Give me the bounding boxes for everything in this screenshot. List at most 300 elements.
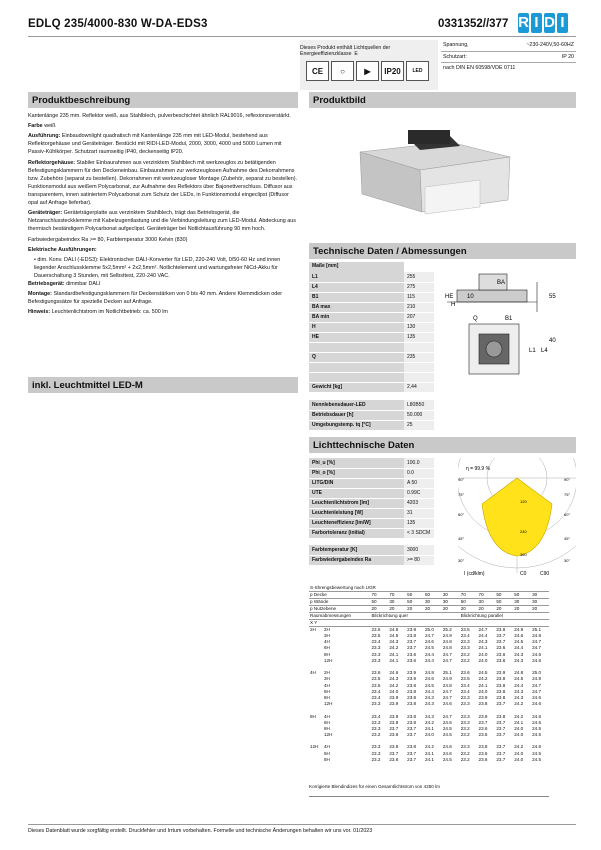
ugr-cell: 23.2: [460, 756, 470, 762]
table-row: [309, 420, 434, 430]
dims-header: Maße [mm]: [309, 262, 404, 272]
row-key: HE: [309, 332, 404, 342]
ugr-cell: 70: [478, 592, 496, 599]
dimension-drawing: [437, 262, 572, 402]
ugr-cell: 23.8: [496, 676, 506, 682]
ugr-cell: 24.8: [442, 682, 452, 688]
row-value: 0.0: [404, 468, 434, 478]
ugr-cell: 24.1: [425, 756, 434, 762]
table-row: [309, 528, 434, 538]
table-row: [309, 400, 434, 410]
ugr-cell: 23.7: [496, 744, 506, 750]
ugr-cell: 23.3: [371, 701, 381, 707]
ugr-cell: 23.8: [407, 682, 417, 688]
ugr-cell: 23.6: [478, 750, 488, 756]
ugr-cell: 24.6: [532, 744, 542, 750]
table-row: [309, 332, 434, 342]
polar-eta: η = 99.9 %: [466, 466, 491, 472]
ugr-cell: 23.7: [407, 732, 417, 738]
photometric-table: [309, 458, 434, 539]
ugr-cell: 23.7: [389, 750, 399, 756]
ugr-cell: 23.7: [478, 719, 488, 725]
polar-diagram: [458, 458, 576, 580]
ugr-cell: 23.8: [496, 627, 506, 632]
ugr-row: [309, 606, 549, 613]
ugr-cell: 23.4: [371, 694, 381, 700]
ugr-cell: 24.6: [532, 713, 542, 719]
ugr-cell: 23.8: [407, 719, 417, 725]
row-value: 100.0: [404, 458, 434, 468]
row-key: Farbtemperatur [K]: [309, 545, 404, 555]
ugr-cell: 23.6: [389, 732, 399, 738]
ugr-cell: X Y: [309, 620, 549, 627]
ugr-cell: 25.1: [532, 627, 542, 632]
ugr-cell: 23.4: [460, 682, 470, 688]
row-value: 275: [404, 282, 434, 292]
ugr-cell: 70: [370, 592, 388, 599]
table-row: [309, 372, 434, 382]
ugr-row: [309, 613, 549, 620]
table-row: [309, 478, 434, 488]
ugr-cell: 23.9: [478, 694, 488, 700]
row-key: [309, 372, 404, 382]
ugr-cell: 30: [388, 599, 406, 606]
ugr-cell: 23.4: [371, 639, 381, 645]
ugr-cell: 24.3: [514, 651, 524, 657]
ugr-cell: 24.2: [389, 645, 399, 651]
ugr-cell: 23.3: [460, 719, 470, 725]
ugr-cell: 24.0: [389, 688, 399, 694]
ugr-cell: 23.8: [496, 713, 506, 719]
table-row: [309, 498, 434, 508]
ugr-cell: 30: [513, 599, 531, 606]
ugr-cell: 24.9: [442, 676, 452, 682]
ugr-cell: 12H: [324, 701, 333, 707]
ugr-cell: 23.5: [371, 633, 381, 639]
ugr-cell: 23.5: [371, 676, 381, 682]
row-key: Phi_o [%]: [309, 468, 404, 478]
ugr-cell: 24.1: [514, 719, 524, 725]
ugr-cell: 24.3: [389, 676, 399, 682]
ugr-cell: 24.0: [425, 732, 434, 738]
ugr-cell: 20: [424, 606, 442, 613]
ugr-cell: 24.2: [425, 719, 434, 725]
ugr-cell: 24.3: [514, 688, 524, 694]
table-row: [309, 312, 434, 322]
ugr-cell: 24.6: [425, 676, 434, 682]
ugr-cell: 23.3: [371, 645, 381, 651]
ugr-cell: 24.5: [425, 682, 434, 688]
row-value: 25: [404, 420, 434, 430]
header-divider: [28, 36, 576, 37]
ugr-row: [309, 763, 549, 769]
ugr-cell: 23.8: [407, 633, 417, 639]
ugr-cell: 24.6: [442, 719, 452, 725]
ugr-cell: 23.2: [460, 732, 470, 738]
ugr-cell: 24.6: [425, 639, 434, 645]
row-value: L80B50: [404, 400, 434, 410]
ugr-cell: 23.3: [371, 651, 381, 657]
row-value: 130: [404, 322, 434, 332]
certification-icons: [306, 61, 429, 81]
ugr-cell: 70: [388, 592, 406, 599]
ugr-cell: 24.3: [478, 639, 488, 645]
ugr-cell: 24.0: [478, 688, 488, 694]
row-key: Nennlebensdauer-LED: [309, 400, 404, 410]
ugr-cell: 30: [478, 599, 496, 606]
ugr-cell: 24.7: [532, 682, 542, 688]
dim-10: 10: [467, 294, 474, 300]
ugr-cell: 4H: [324, 713, 330, 719]
ugr-cell: 23.8: [496, 694, 506, 700]
dim-h: H: [451, 302, 456, 308]
polar-angle-r1: 75°: [564, 492, 571, 497]
row-value: >= 80: [404, 555, 434, 565]
ugr-cell: 4H: [324, 682, 330, 688]
polar-tick-240: 240: [520, 529, 527, 534]
ugr-cell: 24.0: [514, 750, 524, 756]
ugr-cell: 24.7: [442, 688, 452, 694]
row-value: 4203: [404, 498, 434, 508]
row-key: BA min: [309, 312, 404, 322]
ugr-cell: 25.2: [442, 627, 452, 632]
ugr-cell: 24.2: [389, 682, 399, 688]
ugr-cell: 8H: [324, 725, 330, 731]
table-row: [309, 555, 434, 565]
ugr-cell: 50: [495, 592, 513, 599]
ugr-cell: 23.3: [460, 639, 470, 645]
ugr-cell: 3H: [324, 676, 330, 682]
row-key: BA max: [309, 302, 404, 312]
ugr-cell: 23.7: [496, 732, 506, 738]
ugr-cell: 24.2: [425, 744, 434, 750]
ugr-cell: S-Shrengsbewertung nach UGR: [309, 585, 549, 592]
ugr-cell: 23.3: [371, 719, 381, 725]
ugr-cell: p Wände: [309, 599, 370, 606]
ugr-cell: 24.6: [442, 750, 452, 756]
ugr-cell: 23.2: [460, 657, 470, 663]
row-key: Farbortoleranz (initial): [309, 528, 404, 538]
ugr-cell: 23.7: [496, 750, 506, 756]
table-row: [309, 545, 434, 555]
ridi-logo: R I D I: [518, 13, 574, 35]
ugr-cell: 2H: [324, 627, 330, 632]
ugr-cell: 23.8: [407, 744, 417, 750]
product-description: Kantenlänge 235 mm. Reflektor weiß, aus Stahlblech, pulverbeschichtet ähnlich RAL9016, reflexionsverstärkt. Farbe weiß Ausführung: Einbaudownlight quadratisch mit Kantenlänge 235 mm mit LED-Modul, bestehend aus Reflektorgehäuse und Geräteträger. Bestückt mit RIDI-LED-Modul, 2000, 3000, 4000 und 5000 Lumen mit Passiv-Kühlkörper. Schutzart raumseitig IP40, deckenseitig IP20. Reflektorgehäuse: Stabiler Einbaurahmen aus verzinktem Stahlblech mit werkzeuglos zu betätigenden Befestigungsklammern für den Deckeneinbau. Einbaurahmen zur werkzeuglosen Aufnahme des Dekorrahmens bzw. Zubehörs (separat zu bestellen). Dekorrahmen mit werkzeugloser Montage (Zubehör, separat zu bestellen). Funktionsmodul aus weißem Polycarbonat, zur Aufnahme des Reflektors über Bajonettverschluss. Diffusor aus transparentem, innen satiniertem Polycarbonat zum Schutz der LEDs, in Funktionsmodul eingeclipst (Diffusor opal auf Anfrage lieferbar). Geräteträger: Geräteträgerplatte aus verzinktem Stahlblech, trägt das Betriebsgerät, die Netzanschlussteckklemme mit Kabelzugentlastung und die Verbindungsleitung zum LED-Modul. Abdeckung aus thermisch beständigem Polycarbonat aufgeclipst. Geräteträger bei Notlichtausführung 90 mm hoch. Farbwiedergabeindex Ra >= 80, Farbtemperatur 3000 Kelvin (830) Elektrische Ausführungen: • dim. Konv. DALI (-EDS3): Elektronischer DALI-Konverter für LED, 220-240 Volt, 0/50-60 Hz und innen liegender Anschlussklemme 5x2,5mm² + 2x2,5mm². Notlichtelement und wartungsfreier NiCd-Akku für Dauerschaltung 3 Stunden, mit Selbsttest, 220-240 VAC. Betriebsgerät: dimmbar DALI Montage: Standardbefestigungsklammern für Deckenstärken von 0 bis 40 mm. Andere Klemmdicken oder Befestigungssätze für spezielle Decken auf Anfrage. Hinweis: Leuchtenlichtstrom im Notlichtbetrieb: ca. 500 lm: [28, 112, 298, 319]
ugr-cell: 24.5: [442, 756, 452, 762]
row-key: Phi_u [%]: [309, 458, 404, 468]
row-key: Leuchtenleistung [W]: [309, 508, 404, 518]
ugr-cell: 24.1: [425, 725, 434, 731]
ugr-cell: 23.4: [371, 713, 381, 719]
ugr-cell: 23.8: [407, 701, 417, 707]
datasheet-title: EDLQ 235/4000-830 W-DA-EDS3: [28, 18, 208, 30]
polar-tick-120: 120: [520, 499, 527, 504]
ugr-cell: 30: [442, 599, 460, 606]
ugr-cell: 30: [442, 592, 460, 599]
dim-l4: L4: [541, 348, 548, 354]
polar-angle-l1: 75°: [458, 492, 465, 497]
table-row: [309, 292, 434, 302]
ugr-cell: 6H: [324, 688, 330, 694]
ugr-cell: 24.8: [442, 639, 452, 645]
ugr-cell: 2H: [310, 627, 316, 632]
ugr-cell: 23.7: [407, 645, 417, 651]
ugr-cell: 23.9: [407, 676, 417, 682]
ugr-cell: 23.2: [371, 756, 381, 762]
ugr-cell: 4H: [324, 744, 330, 750]
table-row: [309, 458, 434, 468]
dim-he: HE: [445, 294, 454, 300]
ugr-cell: 25.0: [532, 670, 542, 676]
row-key: Farbwiedergabeindex Ra: [309, 555, 404, 565]
ugr-cell: 23.7: [407, 750, 417, 756]
ugr-cell: 24.8: [442, 645, 452, 651]
ugr-cell: 23.7: [496, 633, 506, 639]
row-key: L1: [309, 272, 404, 282]
polar-angle-l2: 60°: [458, 512, 465, 517]
ugr-cell: 20: [478, 606, 496, 613]
ugr-cell: 23.6: [407, 651, 417, 657]
ugr-cell: 24.4: [425, 657, 434, 663]
ugr-cell: 23.6: [496, 657, 506, 663]
row-value: [404, 362, 434, 372]
ugr-cell: 23.2: [371, 732, 381, 738]
ugr-cell: 24.4: [478, 633, 488, 639]
ugr-cell: 23.6: [371, 670, 381, 676]
ugr-cell: 24.1: [425, 750, 434, 756]
row-key: Q: [309, 352, 404, 362]
ugr-cell: 24.0: [478, 657, 488, 663]
ugr-cell: 23.8: [407, 713, 417, 719]
dim-q: Q: [473, 316, 478, 322]
ugr-cell: 24.1: [478, 645, 488, 651]
ugr-cell: 24.6: [532, 719, 542, 725]
ugr-cell: 24.2: [514, 744, 524, 750]
ugr-cell: 24.0: [514, 725, 524, 731]
ugr-cell: 24.5: [532, 725, 542, 731]
ugr-cell: 23.7: [496, 725, 506, 731]
table-row: [309, 362, 434, 372]
article-number: 0331352//377: [438, 18, 509, 30]
ugr-table: [309, 585, 549, 769]
ugr-cell: 23.5: [371, 682, 381, 688]
ugr-cell: 30: [531, 592, 549, 599]
ugr-cell: 23.3: [371, 750, 381, 756]
ugr-cell: 24.4: [514, 645, 524, 651]
ugr-cell: 24.3: [389, 639, 399, 645]
ugr-cell: 24.7: [425, 633, 434, 639]
ugr-cell: 23.8: [407, 694, 417, 700]
ugr-cell: 24.5: [532, 732, 542, 738]
table-row: [309, 468, 434, 478]
ugr-cell: 23.7: [407, 639, 417, 645]
ugr-cell: 24.8: [532, 633, 542, 639]
ugr-cell: 8H: [324, 756, 330, 762]
ugr-cell: 23.6: [460, 670, 470, 676]
row-key: LITG/DIN: [309, 478, 404, 488]
ugr-cell: 20: [406, 606, 424, 613]
ugr-cell: 20: [370, 606, 388, 613]
ugr-cell: 2H: [324, 670, 330, 676]
ugr-cell: 3H: [324, 633, 330, 639]
ugr-cell: 12H: [324, 732, 333, 738]
polar-angle-r3: 45°: [564, 536, 571, 541]
table-row: [309, 342, 434, 352]
ugr-cell: 23.8: [389, 744, 399, 750]
polar-c90: C90: [540, 571, 550, 577]
ugr-cell: 12H: [324, 657, 333, 663]
ugr-cell: 23.2: [460, 651, 470, 657]
ugr-cell: 23.4: [371, 688, 381, 694]
ugr-cell: 23.8: [407, 688, 417, 694]
table-row: [309, 508, 434, 518]
ugr-cell: 23.3: [371, 657, 381, 663]
ugr-cell: 23.5: [478, 732, 488, 738]
color-table: [309, 545, 434, 566]
ugr-cell: 23.3: [371, 725, 381, 731]
ugr-cell: 24.9: [514, 627, 524, 632]
ugr-cell: 24.2: [514, 701, 524, 707]
led-mark-icon: LED: [406, 61, 429, 81]
ugr-cell: 6H: [324, 719, 330, 725]
row-key: Leuchtenlichtstrom [lm]: [309, 498, 404, 508]
ugr-cell: 24.4: [425, 651, 434, 657]
table-row: [309, 352, 434, 362]
row-key: H: [309, 322, 404, 332]
ugr-cell: 24.2: [478, 676, 488, 682]
ugr-cell: 20: [442, 606, 460, 613]
ugr-cell: 8H: [324, 694, 330, 700]
ugr-cell: 24.8: [514, 670, 524, 676]
ugr-cell: 20: [460, 606, 478, 613]
ugr-cell: 20: [531, 606, 549, 613]
ugr-cell: 24.6: [442, 744, 452, 750]
polar-tick-360: 360: [520, 552, 527, 557]
ugr-cell: 24.7: [532, 639, 542, 645]
ugr-cell: 23.9: [496, 670, 506, 676]
ugr-cell: 23.7: [496, 719, 506, 725]
ugr-cell: 24.4: [514, 682, 524, 688]
ugr-cell: 24.6: [532, 694, 542, 700]
ugr-cell: 23.4: [460, 633, 470, 639]
row-value: 50.000: [404, 410, 434, 420]
ugr-cell: 23.9: [389, 701, 399, 707]
row-key: Leuchteneffizienz [lm/W]: [309, 518, 404, 528]
emergency-mark-icon: ▶: [356, 61, 379, 81]
ugr-cell: 23.6: [496, 645, 506, 651]
ugr-cell: 23.3: [460, 701, 470, 707]
ugr-cell: 50: [406, 592, 424, 599]
ugr-cell: 25.0: [425, 627, 434, 632]
row-key: B1: [309, 292, 404, 302]
ugr-cell: 24.9: [442, 633, 452, 639]
ugr-cell: 24.5: [442, 725, 452, 731]
ugr-cell: 24.5: [442, 732, 452, 738]
ugr-cell: 24.6: [532, 651, 542, 657]
section-technische-daten: Technische Daten / Abmessungen: [309, 243, 576, 259]
row-value: < 3 SDCM: [404, 528, 434, 538]
ugr-cell: 24.1: [389, 657, 399, 663]
ugr-cell: 24.2: [514, 713, 524, 719]
ugr-cell: 23.5: [460, 676, 470, 682]
ugr-cell: 24.0: [514, 756, 524, 762]
ugr-cell: 23.8: [478, 701, 488, 707]
ugr-cell: 23.8: [389, 719, 399, 725]
ugr-cell: 23.6: [389, 756, 399, 762]
ugr-cell: 50: [495, 599, 513, 606]
ugr-row: [309, 599, 549, 606]
row-value: 0.99C: [404, 488, 434, 498]
ugr-cell: 24.6: [514, 633, 524, 639]
ugr-cell: 23.4: [460, 688, 470, 694]
row-key: [309, 342, 404, 352]
ugr-cell: 24.5: [514, 639, 524, 645]
ugr-cell: 24.0: [514, 732, 524, 738]
ugr-cell: 24.7: [442, 713, 452, 719]
ip20-mark-icon: IP20: [381, 61, 404, 81]
row-value: 135: [404, 518, 434, 528]
table-row: [309, 488, 434, 498]
row-value: 31: [404, 508, 434, 518]
row-value: 115: [404, 292, 434, 302]
ugr-cell: 23.3: [371, 744, 381, 750]
ugr-cell: 24.0: [478, 651, 488, 657]
ugr-cell: p Decke: [309, 592, 370, 599]
ugr-cell: 23.8: [496, 688, 506, 694]
energy-efficiency-text: Dieses Produkt enthält Lichtquellen der Energieeffizienzklasse E: [300, 45, 391, 57]
ugr-cell: 8H: [310, 713, 316, 719]
ugr-cell: 24.5: [514, 676, 524, 682]
ugr-cell: [309, 763, 549, 769]
table-row: [309, 518, 434, 528]
ugr-cell: 30: [531, 599, 549, 606]
ugr-cell: 24.3: [514, 694, 524, 700]
footer-disclaimer: Dieses Datenblatt wurde sorgfältig erstellt. Druckfehler und Irrtum vorbehalten. Formelle und technische Änderungen behalten wir uns vor. 01/2023: [28, 828, 373, 834]
ugr-cell: 23.3: [460, 645, 470, 651]
row-key: L4: [309, 282, 404, 292]
ugr-cell: 24.7: [532, 688, 542, 694]
row-value: [404, 372, 434, 382]
ugr-cell: 20: [513, 606, 531, 613]
ugr-cell: 4H: [324, 639, 330, 645]
polar-c0: C0: [520, 571, 527, 577]
polar-angle-r0: 90°: [564, 477, 571, 482]
polar-unit: I (cd/klm): [464, 571, 485, 577]
ugr-row: [309, 620, 549, 627]
ce-mark-icon: CE: [306, 61, 329, 81]
row-key: Betriebsdauer [h]: [309, 410, 404, 420]
table-row: [309, 302, 434, 312]
footer-divider: [28, 824, 576, 825]
ugr-cell: 24.4: [425, 688, 434, 694]
ugr-cell: 23.9: [478, 713, 488, 719]
row-value: 3000: [404, 545, 434, 555]
row-value: A 50: [404, 478, 434, 488]
dim-ba: BA: [497, 280, 506, 286]
ugr-cell: 24.8: [425, 670, 434, 676]
ugr-cell: 30: [424, 599, 442, 606]
ugr-cell: 24.1: [478, 682, 488, 688]
section-produktbeschreibung: Produktbeschreibung: [28, 92, 298, 108]
row-key: Umgebungstemp. tq [°C]: [309, 420, 404, 430]
ugr-cell: Raumabmessungen: [309, 613, 370, 620]
polar-angle-l0: 90°: [458, 477, 465, 482]
ugr-cell: 50: [460, 599, 478, 606]
ugr-cell: 23.5: [460, 627, 470, 632]
ugr-cell: 6H: [324, 750, 330, 756]
ugr-cell: 25.1: [442, 670, 452, 676]
